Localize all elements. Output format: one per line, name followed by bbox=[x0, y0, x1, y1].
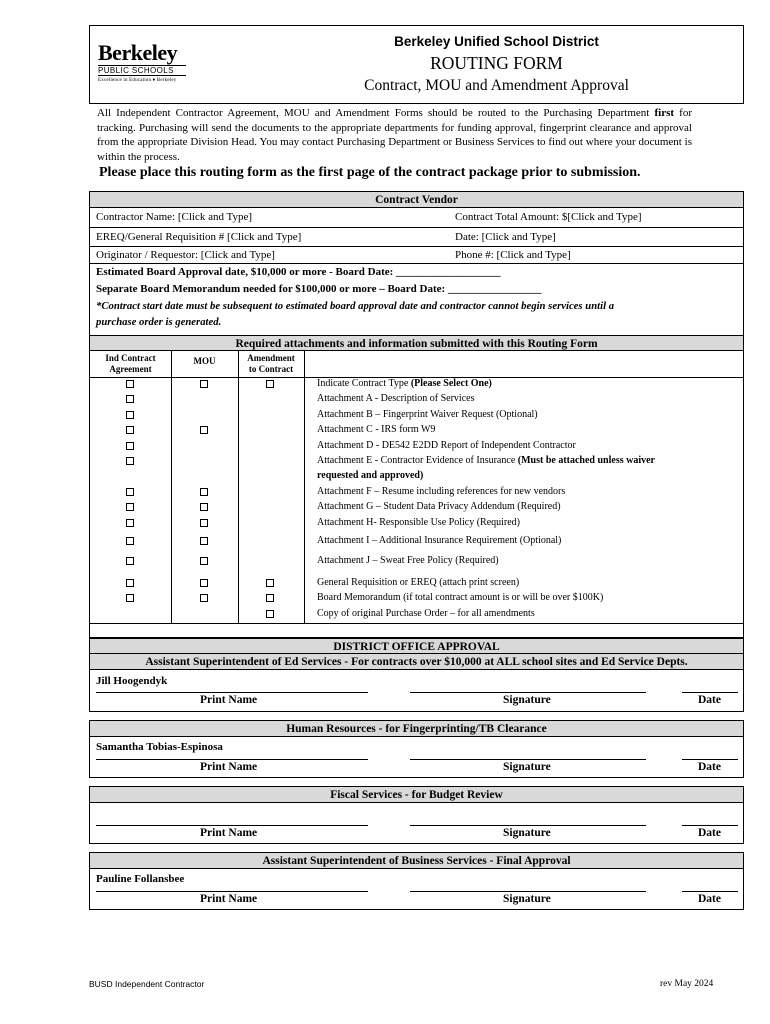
divider bbox=[90, 227, 743, 228]
print-name-line bbox=[96, 759, 368, 760]
attachment-label bbox=[317, 516, 520, 529]
attachment-label bbox=[317, 454, 655, 467]
attachment-label-text: Attachment E - Contractor Evidence of Insurance bbox=[317, 455, 518, 466]
intro-text-1: All Independent Contractor Agreement, MOU and Amendment Forms should be routed to the Purchasing Department bbox=[97, 107, 655, 119]
intro-text-2: for tracking. Purchasing will send the documents to the appropriate departments for funding approval, fingerprint clearance and approval from the appropriate Division Head. You may contact Purchasing Department or Business Services to find out where your document is within the process. bbox=[97, 107, 693, 163]
attachment-label-text: Board Memorandum (if total contract amount is or will be over $100K) bbox=[317, 592, 604, 603]
form-subtitle: Contract, MOU and Amendment Approval bbox=[364, 77, 629, 94]
intro-bold-first: first bbox=[654, 107, 675, 119]
fiscal-section bbox=[89, 786, 744, 844]
originator-field[interactable]: Originator / Requestor: [Click and Type] bbox=[96, 249, 275, 261]
vendor-heading: Contract Vendor bbox=[90, 192, 743, 208]
hr-approver-name: Samantha Tobias-Espinosa bbox=[96, 741, 223, 753]
checkbox-mou[interactable] bbox=[200, 380, 208, 388]
checkbox-ind[interactable] bbox=[126, 426, 134, 434]
logo-tagline: Excellence in Education ♦ Berkeley bbox=[98, 78, 177, 83]
divider bbox=[90, 246, 743, 247]
attachment-label-emphasis: requested and approved) bbox=[317, 470, 424, 481]
print-name-label: Print Name bbox=[200, 761, 258, 773]
attachment-label-text: Attachment H- Responsible Use Policy (Required) bbox=[317, 517, 521, 528]
date-label: Date bbox=[698, 893, 721, 905]
attachment-label bbox=[317, 607, 535, 620]
berkeley-logo bbox=[98, 42, 198, 92]
checkbox-ind[interactable] bbox=[126, 411, 134, 419]
attachment-label bbox=[317, 469, 423, 482]
date-line[interactable] bbox=[682, 891, 738, 892]
checkbox-mou[interactable] bbox=[200, 519, 208, 527]
signature-label: Signature bbox=[503, 694, 551, 706]
col-mou: MOU bbox=[193, 356, 216, 366]
checkbox-mou[interactable] bbox=[200, 503, 208, 511]
start-date-notice-2: purchase order is generated. bbox=[96, 316, 222, 328]
attachment-label-text: Attachment A - Description of Services bbox=[317, 393, 475, 404]
checkbox-ind[interactable] bbox=[126, 519, 134, 527]
checkbox-amend[interactable] bbox=[266, 610, 274, 618]
divider bbox=[90, 263, 743, 264]
checkbox-ind[interactable] bbox=[126, 557, 134, 565]
intro-paragraph bbox=[97, 106, 692, 164]
signature-line[interactable] bbox=[410, 759, 646, 760]
hr-section bbox=[89, 720, 744, 778]
footer-left: BUSD Independent Contractor bbox=[89, 979, 205, 989]
signature-line[interactable] bbox=[410, 891, 646, 892]
checkbox-ind[interactable] bbox=[126, 537, 134, 545]
attachment-label-text: Attachment I – Additional Insurance Requirement (Optional) bbox=[317, 535, 562, 546]
attachment-label-text: Attachment D - DE542 E2DD Report of Independent Contractor bbox=[317, 440, 576, 451]
checkbox-ind[interactable] bbox=[126, 488, 134, 496]
district-name: Berkeley Unified School District bbox=[394, 34, 599, 49]
attachment-label bbox=[317, 500, 561, 513]
logo-sub: PUBLIC SCHOOLS bbox=[98, 65, 186, 76]
attachment-label-text: Copy of original Purchase Order – for all amendments bbox=[317, 608, 535, 619]
attachment-label bbox=[317, 392, 474, 405]
checkbox-ind[interactable] bbox=[126, 442, 134, 450]
contractor-name-field[interactable]: Contractor Name: [Click and Type] bbox=[96, 211, 253, 223]
attachment-label-text: Attachment C - IRS form W9 bbox=[317, 424, 436, 435]
checkbox-mou[interactable] bbox=[200, 579, 208, 587]
date-label: Date bbox=[698, 827, 721, 839]
attachment-label bbox=[317, 576, 519, 589]
attachment-label bbox=[317, 423, 435, 436]
attachment-label-text: Attachment G – Student Data Privacy Addendum (Required) bbox=[317, 501, 561, 512]
print-name-label: Print Name bbox=[200, 827, 258, 839]
checkbox-ind[interactable] bbox=[126, 380, 134, 388]
print-name-label: Print Name bbox=[200, 893, 258, 905]
attachment-label bbox=[317, 534, 561, 547]
date-label: Date bbox=[698, 761, 721, 773]
business-heading: Assistant Superintendent of Business Services - Final Approval bbox=[90, 853, 743, 869]
date-line[interactable] bbox=[682, 825, 738, 826]
checkbox-mou[interactable] bbox=[200, 594, 208, 602]
business-section bbox=[89, 852, 744, 910]
attachment-label bbox=[317, 408, 538, 421]
checkbox-amend[interactable] bbox=[266, 380, 274, 388]
checkbox-mou[interactable] bbox=[200, 488, 208, 496]
contract-amount-field[interactable]: Contract Total Amount: $[Click and Type] bbox=[455, 211, 642, 223]
attachments-heading: Required attachments and information submitted with this Routing Form bbox=[90, 335, 743, 351]
attachment-label bbox=[317, 554, 499, 567]
checkbox-mou[interactable] bbox=[200, 557, 208, 565]
column-divider bbox=[171, 351, 172, 623]
date-label: Date bbox=[698, 694, 721, 706]
checkbox-mou[interactable] bbox=[200, 426, 208, 434]
signature-label: Signature bbox=[503, 893, 551, 905]
col-ind-line1: Ind Contract bbox=[105, 353, 156, 363]
placement-instruction: Please place this routing form as the first page of the contract package prior to submission. bbox=[99, 165, 641, 180]
district-approval-heading: DISTRICT OFFICE APPROVAL bbox=[90, 638, 743, 654]
checkbox-ind[interactable] bbox=[126, 579, 134, 587]
column-divider bbox=[238, 351, 239, 623]
attachment-label bbox=[317, 591, 603, 604]
signature-label: Signature bbox=[503, 827, 551, 839]
board-approval-date[interactable]: Estimated Board Approval date, $10,000 or more - Board Date: ___________________ bbox=[96, 266, 501, 278]
logo-name: Berkeley bbox=[98, 40, 178, 65]
checkbox-ind[interactable] bbox=[126, 503, 134, 511]
column-divider bbox=[304, 351, 305, 623]
date-line[interactable] bbox=[682, 759, 738, 760]
date-line[interactable] bbox=[682, 692, 738, 693]
checkbox-amend[interactable] bbox=[266, 594, 274, 602]
board-memo-date[interactable]: Separate Board Memorandum needed for $100,000 or more – Board Date: _________________ bbox=[96, 283, 542, 295]
checkbox-amend[interactable] bbox=[266, 579, 274, 587]
print-name-line bbox=[96, 891, 368, 892]
phone-field[interactable]: Phone #: [Click and Type] bbox=[455, 249, 571, 261]
print-name-label: Print Name bbox=[200, 694, 258, 706]
signature-label: Signature bbox=[503, 761, 551, 773]
attachment-label-text: Attachment F – Resume including references for new vendors bbox=[317, 486, 566, 497]
asst-ed-services-heading: Assistant Superintendent of Ed Services - For contracts over $10,000 at ALL school sites and Ed Service Depts. bbox=[90, 654, 743, 670]
district-approval-section bbox=[89, 638, 744, 712]
divider bbox=[90, 623, 743, 624]
checkbox-ind[interactable] bbox=[126, 594, 134, 602]
attachment-label-text: Attachment J – Sweat Free Policy (Required) bbox=[317, 555, 499, 566]
hr-heading: Human Resources - for Fingerprinting/TB Clearance bbox=[90, 721, 743, 737]
col-amendment bbox=[238, 353, 304, 375]
contract-table bbox=[89, 191, 744, 638]
start-date-notice-1: *Contract start date must be subsequent to estimated board approval date and contractor cannot begin services until a bbox=[96, 300, 615, 312]
col-amend-line1: Amendment bbox=[247, 353, 295, 363]
attachment-label-text: Indicate Contract Type bbox=[317, 378, 411, 389]
business-approver-name: Pauline Follansbee bbox=[96, 873, 185, 885]
date-field[interactable]: Date: [Click and Type] bbox=[455, 231, 556, 243]
footer-right: rev May 2024 bbox=[660, 979, 714, 989]
attachment-label-emphasis: (Must be attached unless waiver bbox=[517, 455, 655, 466]
attachment-label-text: General Requisition or EREQ (attach print screen) bbox=[317, 577, 520, 588]
signature-line[interactable] bbox=[410, 692, 646, 693]
signature-line[interactable] bbox=[410, 825, 646, 826]
attachment-label bbox=[317, 439, 576, 452]
attachment-label bbox=[317, 485, 565, 498]
checkbox-ind[interactable] bbox=[126, 395, 134, 403]
attachment-label-emphasis: (Please Select One) bbox=[410, 378, 492, 389]
form-title: ROUTING FORM bbox=[430, 53, 563, 73]
col-amend-line2: to Contract bbox=[248, 364, 294, 374]
print-name-line bbox=[96, 692, 368, 693]
col-ind-line2: Agreement bbox=[109, 364, 152, 374]
col-ind-contract bbox=[90, 353, 171, 375]
ereq-field[interactable]: EREQ/General Requisition # [Click and Type] bbox=[96, 231, 302, 243]
ed-services-approver-name: Jill Hoogendyk bbox=[96, 675, 168, 687]
fiscal-heading: Fiscal Services - for Budget Review bbox=[90, 787, 743, 803]
attachment-label bbox=[317, 377, 492, 390]
print-name-line bbox=[96, 825, 368, 826]
checkbox-ind[interactable] bbox=[126, 457, 134, 465]
checkbox-mou[interactable] bbox=[200, 537, 208, 545]
header-box bbox=[89, 25, 744, 104]
attachment-label-text: Attachment B – Fingerprint Waiver Request (Optional) bbox=[317, 409, 538, 420]
